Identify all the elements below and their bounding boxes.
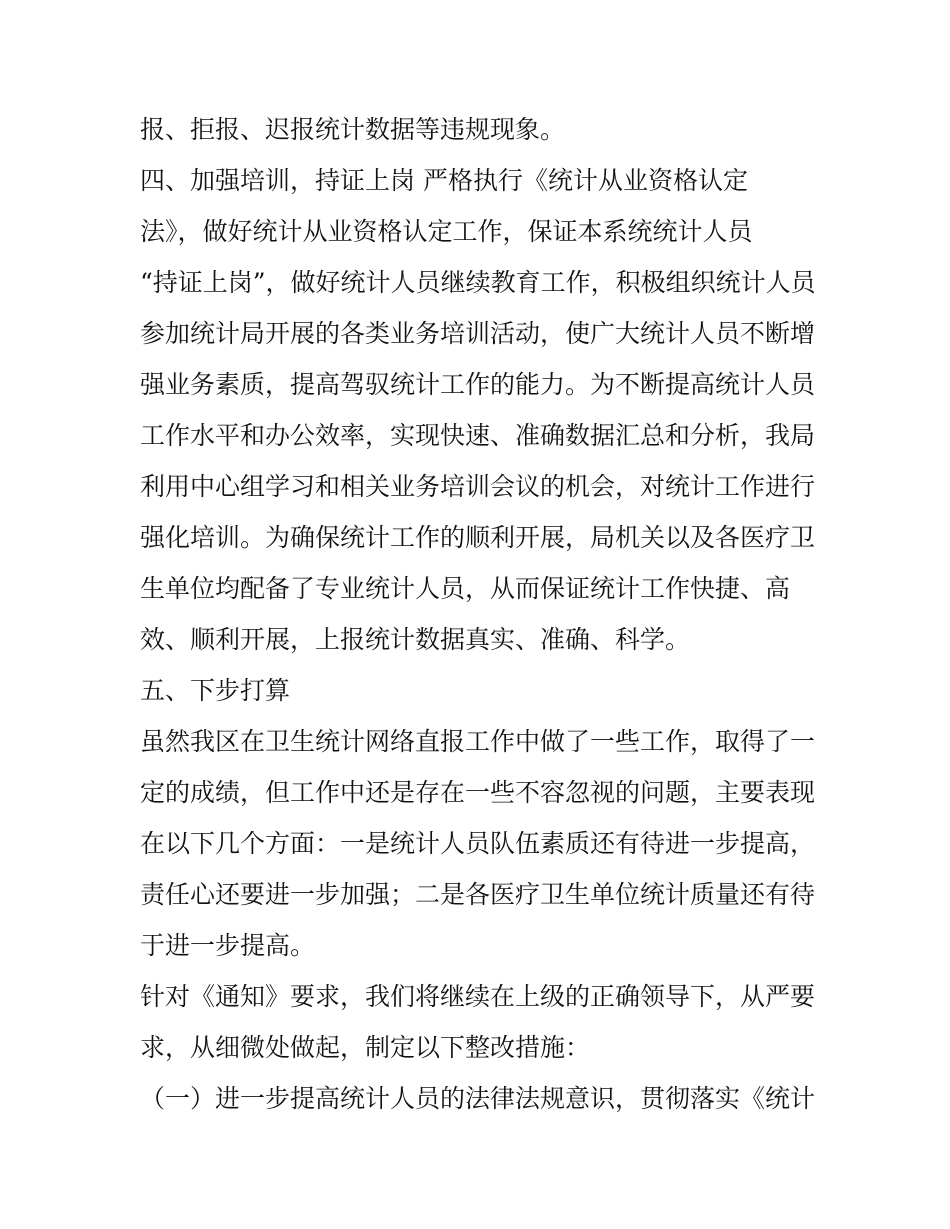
- text-line: 工作水平和办公效率，实现快速、准确数据汇总和分析，我局: [140, 421, 816, 450]
- text-line: 强业务素质，提高驾驭统计工作的能力。为不断提高统计人员: [140, 370, 816, 399]
- text-line: 参加统计局开展的各类业务培训活动，使广大统计人员不断增: [140, 319, 816, 348]
- text-line: 于进一步提高。: [140, 931, 316, 960]
- text-line: 虽然我区在卫生统计网络直报工作中做了一些工作，取得了一: [140, 727, 816, 756]
- section-heading-next-steps: 五、下步打算: [140, 676, 291, 705]
- text-line: 生单位均配备了专业统计人员，从而保证统计工作快捷、高: [140, 574, 791, 603]
- document-body: [140, 104, 820, 1124]
- text-line: 责任心还要进一步加强；二是各医疗卫生单位统计质量还有待: [140, 880, 816, 909]
- text-line: “持证上岗”，做好统计人员继续教育工作，积极组织统计人员: [140, 268, 816, 297]
- text-line: 效、顺利开展，上报统计数据真实、准确、科学。: [140, 625, 691, 654]
- text-line: 利用中心组学习和相关业务培训会议的机会，对统计工作进行: [140, 472, 816, 501]
- list-item-text: （一）进一步提高统计人员的法律法规意识，贯彻落实《统计: [140, 1084, 816, 1113]
- text-line: 强化培训。为确保统计工作的顺利开展，局机关以及各医疗卫: [140, 523, 816, 552]
- text-line: 针对《通知》要求，我们将继续在上级的正确领导下，从严要: [140, 982, 816, 1011]
- text-line: 报、拒报、迟报统计数据等违规现象。: [140, 115, 566, 144]
- section-heading-training: 四、加强培训，持证上岗 严格执行《统计从业资格认定: [140, 166, 748, 195]
- text-line: 求，从细微处做起，制定以下整改措施：: [140, 1033, 591, 1062]
- text-line: 法》，做好统计从业资格认定工作，保证本系统统计人员: [140, 217, 753, 246]
- text-line: 定的成绩，但工作中还是存在一些不容忽视的问题，主要表现: [140, 778, 816, 807]
- text-line: 在以下几个方面：一是统计人员队伍素质还有待进一步提高，: [140, 829, 816, 858]
